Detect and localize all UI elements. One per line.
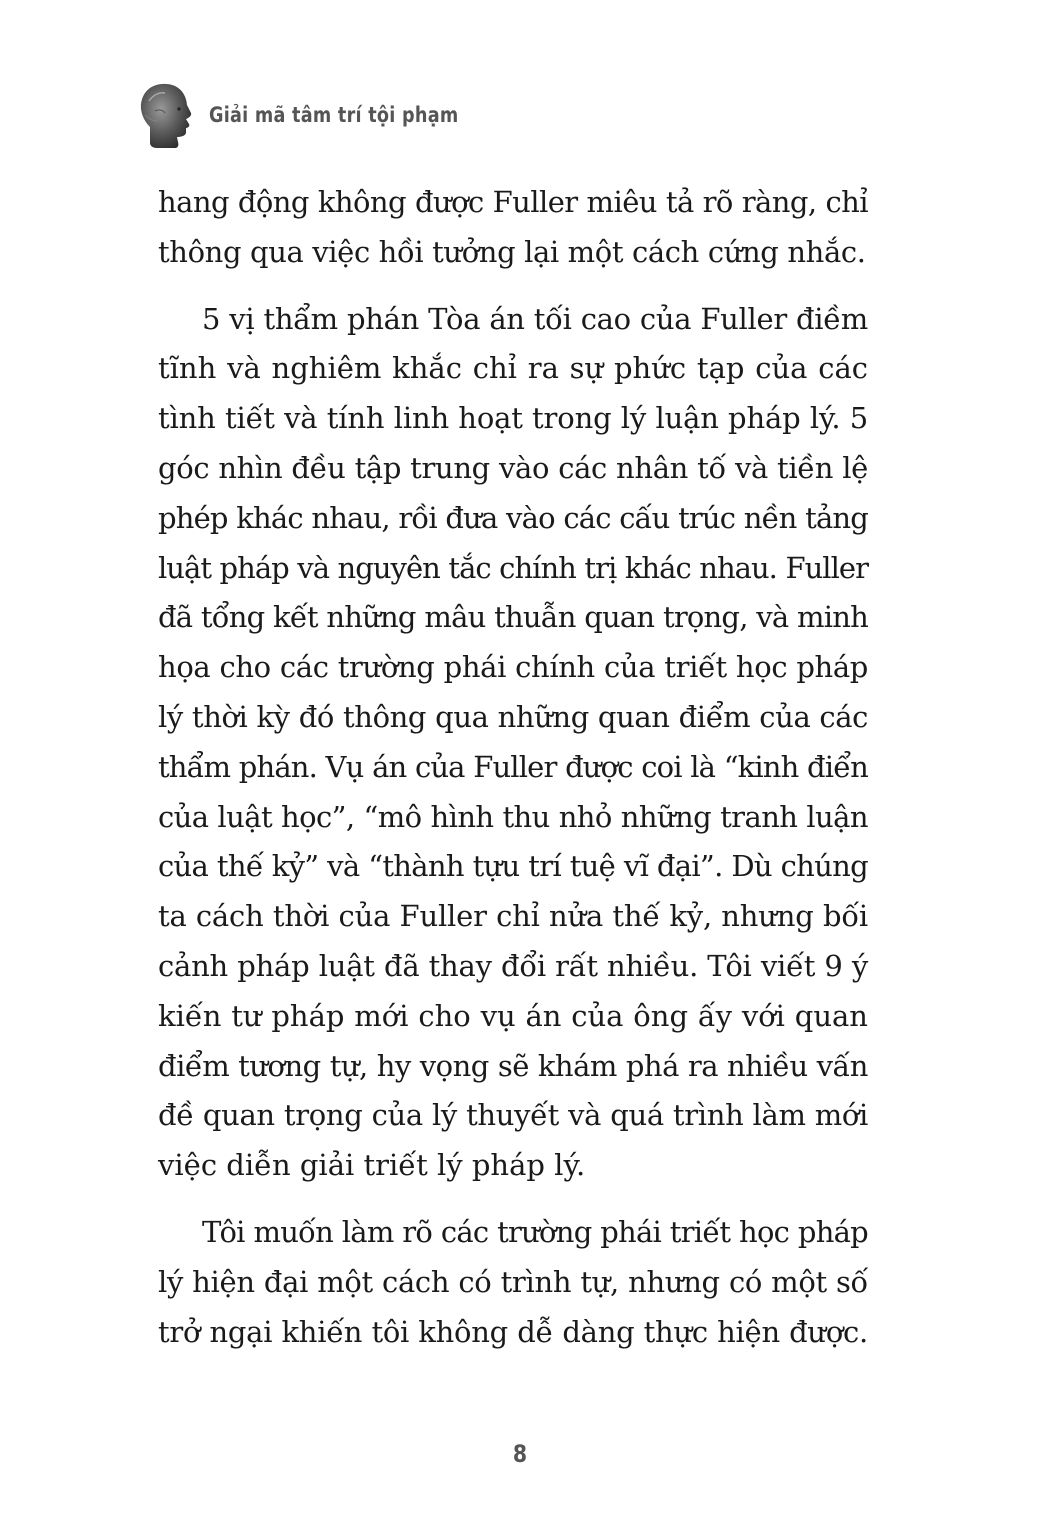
text-line: điểm tương tự, hy vọng sẽ khám phá ra nhiều vấn [158,1048,868,1083]
text-line: hang động không được Fuller miêu tả rõ ràng, chỉ [158,185,868,219]
text-line: ta cách thời của Fuller chỉ nửa thế kỷ, nhưng bối [158,899,868,934]
text-line: thẩm phán. Vụ án của Fuller được coi là “kinh điển [158,749,868,784]
text-line: họa cho các trường phái chính của triết học pháp [158,650,868,685]
text-line: việc diễn giải triết lý pháp lý. [158,1148,586,1183]
text-line: luật pháp và nguyên tắc chính trị khác nhau. Fuller [158,550,868,585]
paragraph-3 [158,1208,868,1357]
text-line: kiến tư pháp mới cho vụ án của ông ấy với quan [158,998,868,1033]
text-line: góc nhìn đều tập trung vào các nhân tố và tiền lệ [158,450,868,485]
text-line: phép khác nhau, rồi đưa vào các cấu trúc nền tảng [158,500,868,535]
running-title: Giải mã tâm trí tội phạm [209,103,459,127]
text-line: thông qua việc hồi tưởng lại một cách cứng nhắc. [158,234,866,269]
text-line: cảnh pháp luật đã thay đổi rất nhiều. Tôi viết 9 ý [158,948,868,983]
text-line: tĩnh và nghiêm khắc chỉ ra sự phức tạp của các [158,351,868,386]
text-line: trở ngại khiến tôi không dễ dàng thực hiện được. [158,1314,868,1349]
text-line: đã tổng kết những mâu thuẫn quan trọng, và minh [158,600,868,635]
text-line: của thế kỷ” và “thành tựu trí tuệ vĩ đại”. Dù chúng [158,849,868,884]
text-line: 5 vị thẩm phán Tòa án tối cao của Fuller điềm [202,301,868,336]
paragraph-2 [158,295,868,1191]
text-line: đề quan trọng của lý thuyết và quá trình làm mới [158,1098,868,1133]
text-line: của luật học”, “mô hình thu nhỏ những tranh luận [158,799,868,834]
page-number: 8 [512,1440,528,1468]
running-header [135,80,506,150]
text-line: lý thời kỳ đó thông qua những quan điểm của các [158,699,868,734]
paragraph-1 [158,178,868,278]
text-line: lý hiện đại một cách có trình tự, nhưng có một số [158,1264,868,1299]
human-head-profile-icon [135,81,197,149]
body-text [158,178,868,1357]
text-line: Tôi muốn làm rõ các trường phái triết học pháp [202,1214,868,1249]
text-line: tình tiết và tính linh hoạt trong lý luận pháp lý. 5 [158,401,868,436]
